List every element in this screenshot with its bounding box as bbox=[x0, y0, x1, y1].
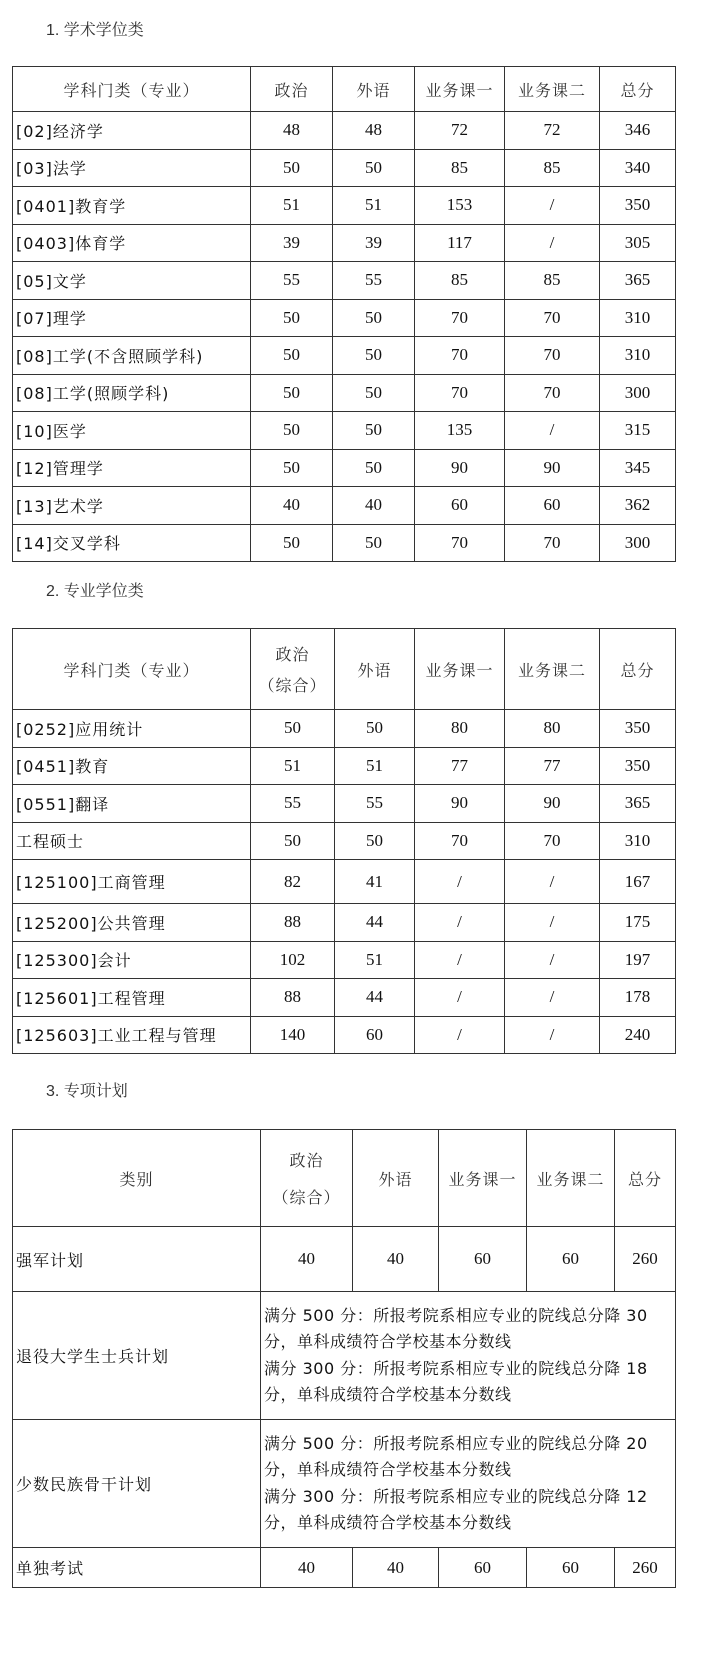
table-row bbox=[13, 262, 676, 300]
subject-1-cell: / bbox=[415, 979, 505, 1017]
total-cell: 167 bbox=[600, 860, 676, 904]
subject-2-cell: 85 bbox=[505, 149, 600, 187]
subject-2-cell: 90 bbox=[505, 449, 600, 487]
politics-cell: 48 bbox=[251, 112, 333, 150]
politics-cell: 88 bbox=[251, 904, 335, 942]
header-politics-line1: 政治 bbox=[275, 645, 310, 664]
total-cell: 240 bbox=[600, 1016, 676, 1054]
subject-1-cell: 72 bbox=[415, 112, 505, 150]
subject-2-cell: 70 bbox=[505, 374, 600, 412]
total-cell: 310 bbox=[600, 299, 676, 337]
politics-cell: 39 bbox=[251, 224, 333, 262]
header-subject-1: 业务课一 bbox=[415, 67, 505, 112]
category-cell: [125601]工程管理 bbox=[13, 979, 251, 1017]
total-cell: 345 bbox=[600, 449, 676, 487]
professional-degree-table bbox=[12, 628, 676, 1054]
subject-2-cell: 60 bbox=[505, 487, 600, 525]
total-cell: 350 bbox=[600, 710, 676, 748]
category-cell: [03]法学 bbox=[13, 149, 251, 187]
subject-2-cell: 90 bbox=[505, 785, 600, 823]
foreign-language-cell: 48 bbox=[333, 112, 415, 150]
category-cell: [12]管理学 bbox=[13, 449, 251, 487]
table-header-row bbox=[13, 67, 676, 112]
header-subject-1: 业务课一 bbox=[415, 629, 505, 710]
category-cell: 少数民族骨干计划 bbox=[13, 1420, 261, 1548]
total-cell: 350 bbox=[600, 187, 676, 225]
foreign-language-cell: 50 bbox=[333, 149, 415, 187]
category-cell: [10]医学 bbox=[13, 412, 251, 450]
subject-1-cell: 60 bbox=[439, 1548, 527, 1588]
header-politics-line2: （综合） bbox=[258, 676, 327, 695]
subject-1-cell: / bbox=[415, 941, 505, 979]
subject-2-cell: 72 bbox=[505, 112, 600, 150]
subject-1-cell: 77 bbox=[415, 747, 505, 785]
header-politics bbox=[261, 1130, 353, 1227]
section-1-heading: 1. 学术学位类 bbox=[46, 22, 144, 39]
header-politics-line1: 政治 bbox=[289, 1151, 324, 1170]
subject-2-cell: 70 bbox=[505, 337, 600, 375]
subject-2-cell: / bbox=[505, 187, 600, 225]
subject-2-cell: 85 bbox=[505, 262, 600, 300]
total-cell: 175 bbox=[600, 904, 676, 942]
policy-note-cell bbox=[261, 1420, 676, 1548]
politics-cell: 51 bbox=[251, 187, 333, 225]
foreign-language-cell: 60 bbox=[335, 1016, 415, 1054]
foreign-language-cell: 50 bbox=[335, 822, 415, 860]
header-politics: 政治 bbox=[251, 67, 333, 112]
foreign-language-cell: 40 bbox=[353, 1227, 439, 1292]
subject-1-cell: 85 bbox=[415, 262, 505, 300]
header-subject-2: 业务课二 bbox=[505, 629, 600, 710]
politics-cell: 50 bbox=[251, 710, 335, 748]
header-total: 总分 bbox=[600, 629, 676, 710]
total-cell: 315 bbox=[600, 412, 676, 450]
foreign-language-cell: 39 bbox=[333, 224, 415, 262]
subject-2-cell: / bbox=[505, 979, 600, 1017]
total-cell: 365 bbox=[600, 785, 676, 823]
category-cell: [125100]工商管理 bbox=[13, 860, 251, 904]
table-row bbox=[13, 299, 676, 337]
table-row bbox=[13, 747, 676, 785]
table-row bbox=[13, 449, 676, 487]
politics-cell: 88 bbox=[251, 979, 335, 1017]
politics-cell: 140 bbox=[251, 1016, 335, 1054]
subject-1-cell: 70 bbox=[415, 822, 505, 860]
total-cell: 300 bbox=[600, 374, 676, 412]
politics-cell: 50 bbox=[251, 449, 333, 487]
category-cell: [0451]教育 bbox=[13, 747, 251, 785]
total-cell: 178 bbox=[600, 979, 676, 1017]
subject-2-cell: / bbox=[505, 904, 600, 942]
foreign-language-cell: 50 bbox=[333, 374, 415, 412]
total-cell: 340 bbox=[600, 149, 676, 187]
category-cell: [07]理学 bbox=[13, 299, 251, 337]
total-cell: 310 bbox=[600, 337, 676, 375]
total-cell: 365 bbox=[600, 262, 676, 300]
total-cell: 197 bbox=[600, 941, 676, 979]
subject-1-cell: 70 bbox=[415, 299, 505, 337]
total-cell: 350 bbox=[600, 747, 676, 785]
table-row-shaoshu bbox=[13, 1420, 676, 1548]
politics-cell: 50 bbox=[251, 524, 333, 562]
category-cell: 强军计划 bbox=[13, 1227, 261, 1292]
table-row-dandu bbox=[13, 1548, 676, 1588]
category-cell: [0401]教育学 bbox=[13, 187, 251, 225]
header-subject-2: 业务课二 bbox=[527, 1130, 615, 1227]
total-cell: 260 bbox=[615, 1227, 676, 1292]
header-subject-1: 业务课一 bbox=[439, 1130, 527, 1227]
subject-2-cell: / bbox=[505, 941, 600, 979]
politics-cell: 50 bbox=[251, 412, 333, 450]
category-cell: [08]工学(照顾学科) bbox=[13, 374, 251, 412]
subject-1-cell: / bbox=[415, 1016, 505, 1054]
table-row bbox=[13, 487, 676, 525]
subject-1-cell: 60 bbox=[439, 1227, 527, 1292]
total-cell: 362 bbox=[600, 487, 676, 525]
table-row bbox=[13, 374, 676, 412]
total-cell: 346 bbox=[600, 112, 676, 150]
total-cell: 260 bbox=[615, 1548, 676, 1588]
total-cell: 310 bbox=[600, 822, 676, 860]
subject-2-cell: 80 bbox=[505, 710, 600, 748]
politics-cell: 55 bbox=[251, 262, 333, 300]
policy-note-300: 满分 300 分：所报考院系相应专业的院线总分降 18 分，单科成绩符合学校基本分数线 bbox=[264, 1358, 648, 1404]
subject-1-cell: / bbox=[415, 904, 505, 942]
header-category: 学科门类（专业） bbox=[13, 67, 251, 112]
subject-1-cell: / bbox=[415, 860, 505, 904]
table-row bbox=[13, 860, 676, 904]
special-program-table bbox=[12, 1129, 676, 1588]
subject-1-cell: 80 bbox=[415, 710, 505, 748]
category-cell: [0403]体育学 bbox=[13, 224, 251, 262]
category-cell: [05]文学 bbox=[13, 262, 251, 300]
total-cell: 300 bbox=[600, 524, 676, 562]
category-cell: [125200]公共管理 bbox=[13, 904, 251, 942]
section-3-heading: 3. 专项计划 bbox=[46, 1083, 128, 1100]
politics-cell: 40 bbox=[261, 1227, 353, 1292]
table-row bbox=[13, 412, 676, 450]
subject-2-cell: 70 bbox=[505, 524, 600, 562]
politics-cell: 102 bbox=[251, 941, 335, 979]
table-row bbox=[13, 149, 676, 187]
category-cell: [08]工学(不含照顾学科) bbox=[13, 337, 251, 375]
subject-1-cell: 60 bbox=[415, 487, 505, 525]
foreign-language-cell: 50 bbox=[333, 449, 415, 487]
subject-1-cell: 90 bbox=[415, 785, 505, 823]
category-cell: [125300]会计 bbox=[13, 941, 251, 979]
foreign-language-cell: 51 bbox=[335, 941, 415, 979]
subject-1-cell: 70 bbox=[415, 374, 505, 412]
category-cell: [125603]工业工程与管理 bbox=[13, 1016, 251, 1054]
header-total: 总分 bbox=[600, 67, 676, 112]
header-politics-line2: （综合） bbox=[272, 1188, 341, 1207]
subject-2-cell: / bbox=[505, 860, 600, 904]
category-cell: 工程硕士 bbox=[13, 822, 251, 860]
category-cell: [0252]应用统计 bbox=[13, 710, 251, 748]
foreign-language-cell: 44 bbox=[335, 904, 415, 942]
table-row bbox=[13, 904, 676, 942]
politics-cell: 50 bbox=[251, 822, 335, 860]
table-row-tuiyi bbox=[13, 1292, 676, 1420]
subject-2-cell: 60 bbox=[527, 1227, 615, 1292]
subject-2-cell: 70 bbox=[505, 822, 600, 860]
foreign-language-cell: 50 bbox=[333, 412, 415, 450]
foreign-language-cell: 51 bbox=[335, 747, 415, 785]
category-cell: 单独考试 bbox=[13, 1548, 261, 1588]
subject-2-cell: 60 bbox=[527, 1548, 615, 1588]
subject-2-cell: / bbox=[505, 412, 600, 450]
policy-note-cell bbox=[261, 1292, 676, 1420]
foreign-language-cell: 50 bbox=[335, 710, 415, 748]
subject-1-cell: 70 bbox=[415, 337, 505, 375]
foreign-language-cell: 41 bbox=[335, 860, 415, 904]
table-header-row bbox=[13, 629, 676, 710]
politics-cell: 82 bbox=[251, 860, 335, 904]
category-cell: [13]艺术学 bbox=[13, 487, 251, 525]
politics-cell: 50 bbox=[251, 374, 333, 412]
policy-note-300: 满分 300 分：所报考院系相应专业的院线总分降 12 分，单科成绩符合学校基本分数线 bbox=[264, 1486, 648, 1532]
politics-cell: 40 bbox=[251, 487, 333, 525]
foreign-language-cell: 44 bbox=[335, 979, 415, 1017]
table-row bbox=[13, 710, 676, 748]
header-politics bbox=[251, 629, 335, 710]
subject-1-cell: 70 bbox=[415, 524, 505, 562]
table-row bbox=[13, 822, 676, 860]
table-header-row bbox=[13, 1130, 676, 1227]
politics-cell: 40 bbox=[261, 1548, 353, 1588]
politics-cell: 50 bbox=[251, 337, 333, 375]
politics-cell: 51 bbox=[251, 747, 335, 785]
header-foreign-language: 外语 bbox=[353, 1130, 439, 1227]
politics-cell: 50 bbox=[251, 149, 333, 187]
table-row bbox=[13, 187, 676, 225]
category-cell: [02]经济学 bbox=[13, 112, 251, 150]
header-subject-2: 业务课二 bbox=[505, 67, 600, 112]
header-total: 总分 bbox=[615, 1130, 676, 1227]
foreign-language-cell: 50 bbox=[333, 299, 415, 337]
table-row bbox=[13, 224, 676, 262]
subject-2-cell: / bbox=[505, 224, 600, 262]
table-row-qiangjun bbox=[13, 1227, 676, 1292]
policy-note-500: 满分 500 分：所报考院系相应专业的院线总分降 20 分，单科成绩符合学校基本分数线 bbox=[264, 1433, 648, 1479]
header-category: 类别 bbox=[13, 1130, 261, 1227]
category-cell: 退役大学生士兵计划 bbox=[13, 1292, 261, 1420]
table-row bbox=[13, 1016, 676, 1054]
foreign-language-cell: 40 bbox=[353, 1548, 439, 1588]
subject-1-cell: 135 bbox=[415, 412, 505, 450]
politics-cell: 55 bbox=[251, 785, 335, 823]
header-foreign-language: 外语 bbox=[333, 67, 415, 112]
subject-2-cell: / bbox=[505, 1016, 600, 1054]
table-row bbox=[13, 979, 676, 1017]
subject-1-cell: 153 bbox=[415, 187, 505, 225]
subject-1-cell: 90 bbox=[415, 449, 505, 487]
table-row bbox=[13, 941, 676, 979]
foreign-language-cell: 51 bbox=[333, 187, 415, 225]
policy-note-500: 满分 500 分：所报考院系相应专业的院线总分降 30 分，单科成绩符合学校基本分数线 bbox=[264, 1305, 648, 1351]
section-2-heading: 2. 专业学位类 bbox=[46, 583, 144, 600]
foreign-language-cell: 55 bbox=[335, 785, 415, 823]
foreign-language-cell: 50 bbox=[333, 337, 415, 375]
table-row bbox=[13, 112, 676, 150]
table-row bbox=[13, 337, 676, 375]
academic-degree-table bbox=[12, 66, 676, 562]
table-row bbox=[13, 524, 676, 562]
foreign-language-cell: 50 bbox=[333, 524, 415, 562]
foreign-language-cell: 40 bbox=[333, 487, 415, 525]
table-row bbox=[13, 785, 676, 823]
subject-2-cell: 77 bbox=[505, 747, 600, 785]
foreign-language-cell: 55 bbox=[333, 262, 415, 300]
subject-2-cell: 70 bbox=[505, 299, 600, 337]
politics-cell: 50 bbox=[251, 299, 333, 337]
subject-1-cell: 85 bbox=[415, 149, 505, 187]
subject-1-cell: 117 bbox=[415, 224, 505, 262]
header-foreign-language: 外语 bbox=[335, 629, 415, 710]
total-cell: 305 bbox=[600, 224, 676, 262]
header-category: 学科门类（专业） bbox=[13, 629, 251, 710]
category-cell: [14]交叉学科 bbox=[13, 524, 251, 562]
category-cell: [0551]翻译 bbox=[13, 785, 251, 823]
